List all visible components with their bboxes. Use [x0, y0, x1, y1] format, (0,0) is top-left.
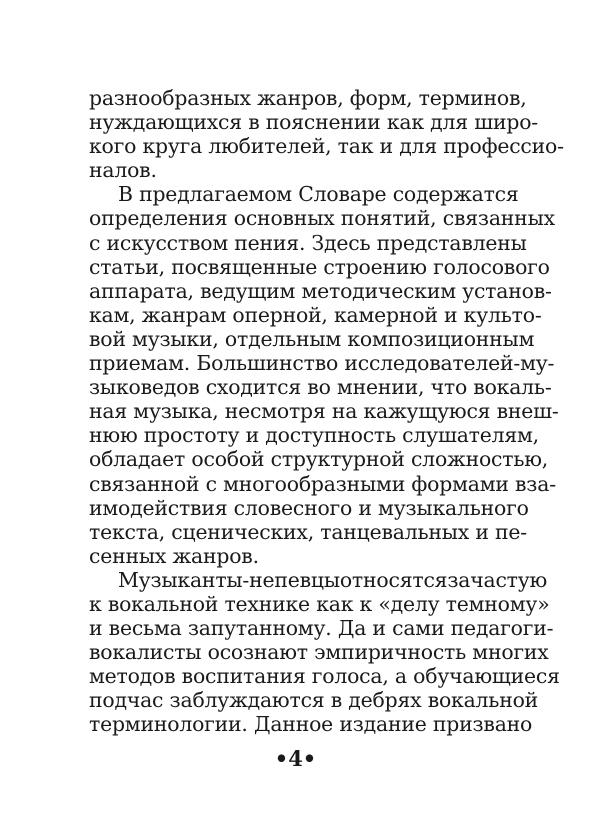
text-line: нюю простоту и доступность слушателям, [89, 423, 539, 448]
text-line: имодействия словесного и музыкального [89, 495, 529, 520]
text-line: Музыканты-непевцыотносятсязачастую [118, 567, 548, 592]
text-line: методов воспитания голоса, а обучающиеся [89, 664, 560, 689]
text-line: терминологии. Данное издание призвано [89, 712, 533, 737]
page-number: •4• [274, 746, 317, 771]
text-line: и весьма запутанному. Да и сами педагоги- [89, 616, 554, 641]
text-line: кам, жанрам оперной, камерной и культо- [89, 302, 542, 327]
text-line: приемам. Большинство исследователей-му- [89, 351, 555, 376]
paragraph [89, 182, 559, 568]
text-line: нуждающихся в пояснении как для широ- [89, 110, 538, 135]
text-line: ная музыка, несмотря на кажущуюся внеш- [89, 399, 559, 424]
paragraph [89, 86, 564, 183]
body-text [89, 86, 564, 737]
text-line: вой музыки, отдельным композиционным [89, 326, 535, 351]
text-line: зыковедов сходится во мнении, что вокаль- [89, 375, 552, 400]
text-line: определения основных понятий, связанных [89, 206, 555, 231]
text-line: разнообразных жанров, форм, терминов, [89, 86, 527, 110]
text-line: связанной с многообразными формами вза- [89, 471, 556, 496]
text-line: В предлагаемом Словаре содержатся [118, 182, 519, 207]
text-line: к вокальной технике как к «делу темному» [89, 591, 550, 616]
text-line: с искусством пения. Здесь представлены [89, 230, 527, 255]
text-line: кого круга любителей, так и для професcио- [89, 134, 564, 159]
text-line: налов. [89, 158, 157, 183]
text-line: текста, сценических, танцевальных и пе- [89, 519, 527, 544]
text-line: аппарата, ведущим методическим установ- [89, 278, 552, 303]
text-line: статьи, посвященные строению голосового [89, 254, 550, 279]
text-line: вокалисты осознают эмпиричность многих [89, 640, 549, 665]
text-line: обладает особой структурной сложностью, [89, 447, 549, 472]
paragraph [89, 567, 560, 737]
text-line: сенных жанров. [89, 543, 259, 568]
text-line: подчас заблуждаются в дебрях вокальной [89, 688, 539, 713]
